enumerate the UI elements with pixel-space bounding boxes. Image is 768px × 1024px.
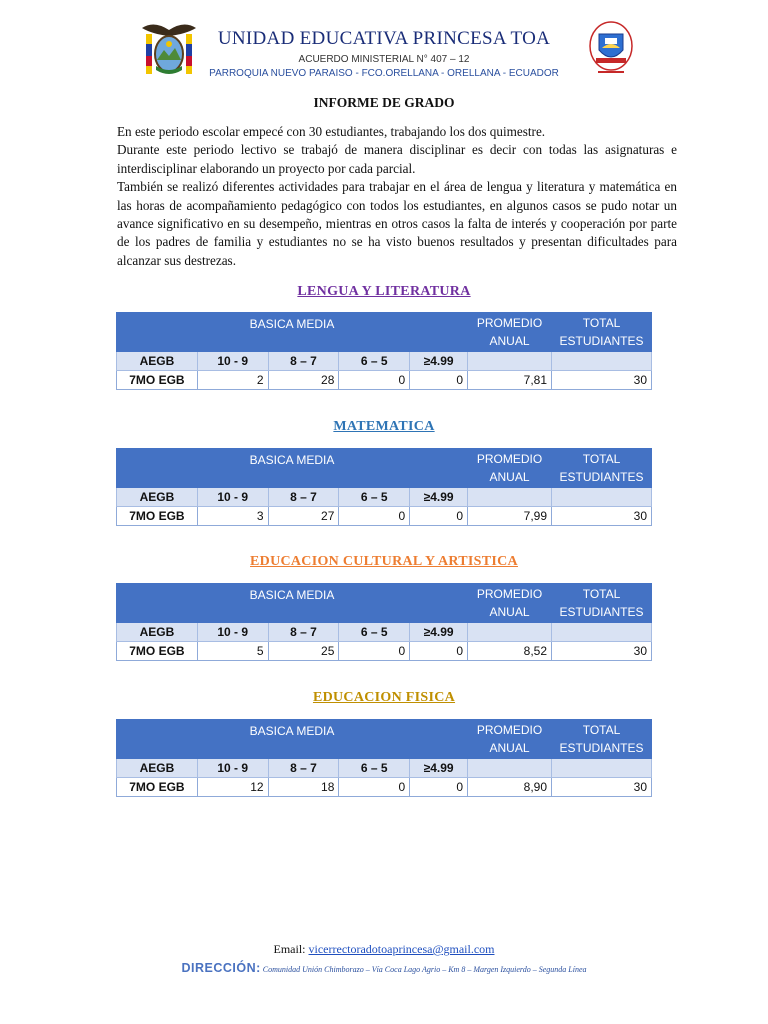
section-title: MATEMATICA	[333, 419, 435, 434]
address-text: Comunidad Unión Chimborazo – Vía Coca Lago Agrio – Km 8 – Margen Izquierdo – Segunda Línea	[262, 965, 587, 974]
grade-table-fisica	[116, 719, 652, 797]
total-cell: 30	[552, 507, 652, 526]
average-cell: 7,99	[468, 507, 552, 526]
header-basica-media: BASICA MEDIA	[117, 449, 468, 488]
school-name: UNIDAD EDUCATIVA PRINCESA TOA	[217, 28, 551, 49]
header-aegb: AEGB	[117, 352, 198, 371]
header-basica-media: BASICA MEDIA	[117, 313, 468, 352]
header-range: ≥4.99	[410, 488, 468, 507]
header-range: 8 – 7	[268, 352, 339, 371]
header-promedio: PROMEDIO ANUAL	[468, 313, 552, 352]
count-cell: 0	[410, 507, 468, 526]
header-range: 6 – 5	[339, 488, 410, 507]
empty-cell	[552, 759, 652, 778]
address-label: DIRECCIÓN:	[181, 961, 261, 975]
average-cell: 8,52	[468, 642, 552, 661]
header-range: ≥4.99	[410, 623, 468, 642]
grade-label: 7MO EGB	[117, 371, 198, 390]
count-cell: 0	[339, 507, 410, 526]
count-cell: 2	[197, 371, 268, 390]
header-range: 10 - 9	[197, 759, 268, 778]
document-title: INFORME DE GRADO	[313, 95, 455, 110]
grade-table-matematica	[116, 448, 652, 526]
paragraph: También se realizó diferentes actividades para trabajar en el área de lengua y literatura y matemática en las horas de acompañamiento pedagógico con todos los estudiantes, en algunos casos se pudo notar un avance significativo en su desempeño, mientras en otros casos la falta de interés y cooperación por parte de los padres de familia y estudiantes no se ha visto buenos resultados y presentan dificultades para alcanzar sus destrezas.	[117, 179, 677, 268]
count-cell: 3	[197, 507, 268, 526]
header-range: 10 - 9	[197, 623, 268, 642]
empty-cell	[552, 488, 652, 507]
grade-table-cultural	[116, 583, 652, 661]
header-aegb: AEGB	[117, 759, 198, 778]
count-cell: 25	[268, 642, 339, 661]
email-label: Email:	[273, 942, 306, 956]
header-range: 10 - 9	[197, 488, 268, 507]
average-cell: 7,81	[468, 371, 552, 390]
header-range: 6 – 5	[339, 352, 410, 371]
header-basica-media: BASICA MEDIA	[117, 584, 468, 623]
total-cell: 30	[552, 778, 652, 797]
empty-cell	[468, 352, 552, 371]
empty-cell	[552, 352, 652, 371]
header-total: TOTAL ESTUDIANTES	[552, 313, 652, 352]
school-location: PARROQUIA NUEVO PARAISO - FCO.ORELLANA - ORELLANA - ECUADOR	[209, 68, 559, 79]
header-promedio: PROMEDIO ANUAL	[468, 449, 552, 488]
grade-label: 7MO EGB	[117, 778, 198, 797]
total-cell: 30	[552, 642, 652, 661]
count-cell: 5	[197, 642, 268, 661]
header-range: ≥4.99	[410, 759, 468, 778]
header-total: TOTAL ESTUDIANTES	[552, 449, 652, 488]
count-cell: 18	[268, 778, 339, 797]
count-cell: 0	[410, 778, 468, 797]
empty-cell	[552, 623, 652, 642]
header-total: TOTAL ESTUDIANTES	[552, 720, 652, 759]
paragraph: En este periodo escolar empecé con 30 estudiantes, trabajando los dos quimestre.	[117, 124, 546, 139]
count-cell: 28	[268, 371, 339, 390]
footer-email	[0, 942, 768, 957]
header-range: 6 – 5	[339, 759, 410, 778]
header-basica-media: BASICA MEDIA	[117, 720, 468, 759]
ministerial-agreement: ACUERDO MINISTERIAL N° 407 – 12	[298, 54, 470, 65]
section-title: EDUCACION CULTURAL Y ARTISTICA	[250, 554, 518, 569]
header-promedio: PROMEDIO ANUAL	[468, 584, 552, 623]
header-range: ≥4.99	[410, 352, 468, 371]
empty-cell	[468, 488, 552, 507]
grade-label: 7MO EGB	[117, 642, 198, 661]
average-cell: 8,90	[468, 778, 552, 797]
header-aegb: AEGB	[117, 488, 198, 507]
header-range: 8 – 7	[268, 488, 339, 507]
count-cell: 0	[339, 642, 410, 661]
count-cell: 0	[410, 371, 468, 390]
header-total: TOTAL ESTUDIANTES	[552, 584, 652, 623]
count-cell: 0	[339, 778, 410, 797]
grade-label: 7MO EGB	[117, 507, 198, 526]
empty-cell	[468, 759, 552, 778]
total-cell: 30	[552, 371, 652, 390]
report-body	[117, 123, 677, 270]
header-promedio: PROMEDIO ANUAL	[468, 720, 552, 759]
email-link[interactable]: vicerrectoradotoaprincesa@gmail.com	[308, 942, 495, 956]
header-range: 10 - 9	[197, 352, 268, 371]
grade-table-lengua	[116, 312, 652, 390]
count-cell: 27	[268, 507, 339, 526]
footer-address	[0, 961, 768, 975]
section-title: LENGUA Y LITERATURA	[297, 284, 471, 299]
section-title: EDUCACION FISICA	[312, 690, 456, 705]
header-range: 8 – 7	[268, 623, 339, 642]
header-range: 6 – 5	[339, 623, 410, 642]
header-range: 8 – 7	[268, 759, 339, 778]
empty-cell	[468, 623, 552, 642]
header-aegb: AEGB	[117, 623, 198, 642]
count-cell: 12	[197, 778, 268, 797]
count-cell: 0	[410, 642, 468, 661]
count-cell: 0	[339, 371, 410, 390]
paragraph: Durante este periodo lectivo se trabajó de manera disciplinar es decir con todas las asignaturas e interdisciplinar elaborando un proyecto por cada parcial.	[117, 142, 677, 176]
